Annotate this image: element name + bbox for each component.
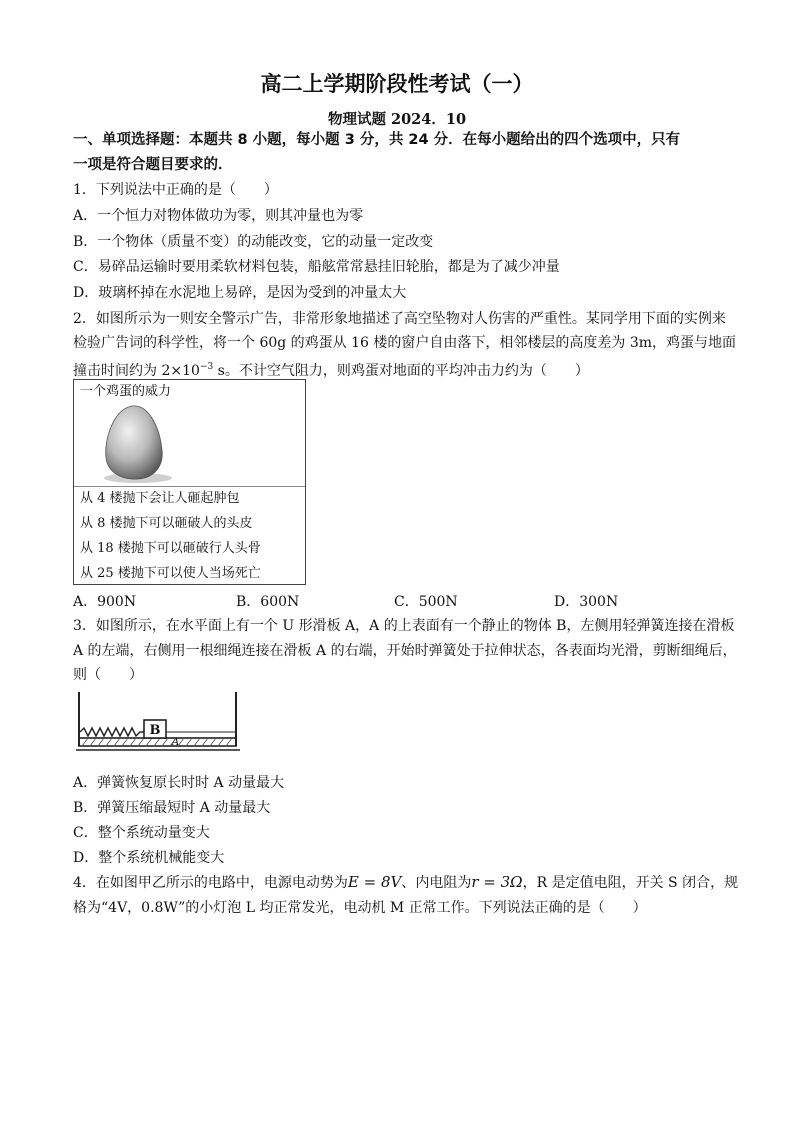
q1-option-b: B．一个物体（质量不变）的动能改变，它的动量一定改变: [73, 234, 434, 250]
section-heading-line1: 一、单项选择题：本题共 8 小题，每小题 3 分，共 24 分．在每小题给出的四个选项中，只有: [73, 132, 681, 148]
q4-line1-pre: 4．在如图甲乙所示的电路中，电源电动势为: [73, 875, 348, 891]
q3-stem-line2: A 的左端，右侧用一根细绳连接在滑板 A 的右端，开始时弹簧处于拉伸状态，各表面均光滑，剪断细绳后，: [73, 643, 737, 659]
q1-option-c: C．易碎品运输时要用柔软材料包装，船舷常常悬挂旧轮胎，都是为了减少冲量: [73, 259, 560, 275]
q2-exponent: −3: [199, 362, 214, 372]
block-b-label: B: [149, 723, 161, 738]
poster-divider: [74, 486, 305, 487]
q2-line3-post: s。不计空气阻力，则鸡蛋对地面的平均冲击力约为（ ）: [213, 363, 589, 379]
q1-stem: 1．下列说法中正确的是（ ）: [73, 182, 278, 198]
slider-a-label: A: [172, 737, 180, 748]
egg-warning-poster: [73, 379, 306, 585]
q3-option-b: B．弹簧压缩最短时 A 动量最大: [73, 800, 271, 816]
q1-option-a: A．一个恒力对物体做功为零，则其冲量也为零: [73, 208, 364, 224]
poster-line-1: 从 4 楼抛下会让人砸起肿包: [80, 491, 240, 506]
q3-option-a: A．弹簧恢复原长时时 A 动量最大: [73, 775, 285, 791]
q4-stem-line1: [73, 873, 738, 892]
egg-image: [88, 402, 178, 484]
q2-option-b: B．600N: [236, 594, 300, 610]
q1-option-d: D．玻璃杯掉在水泥地上易碎，是因为受到的冲量太大: [73, 285, 407, 301]
q3-option-c: C．整个系统动量变大: [73, 825, 210, 841]
slider-hatching: [82, 738, 232, 746]
q3-stem-line3: 则（ ）: [73, 667, 143, 683]
u-slider-figure: [76, 688, 240, 760]
q2-option-a: A．900N: [73, 594, 137, 610]
page-title: 高二上学期阶段性考试（一）: [260, 72, 534, 96]
q2-line3-pre: 撞击时间约为 2×10: [73, 363, 200, 379]
q2-stem-line3: [73, 358, 589, 380]
poster-line-2: 从 8 楼抛下可以砸破人的头皮: [80, 516, 253, 531]
q3-stem-line1: 3．如图所示，在水平面上有一个 U 形滑板 A，A 的上表面有一个静止的物体 B，左侧用轻弹簧连接在滑板: [73, 618, 735, 634]
q2-stem-line1: 2．如图所示为一则安全警示广告，非常形象地描述了高空坠物对人伤害的严重性。某同学用下面的实例来: [73, 311, 726, 327]
poster-title: 一个鸡蛋的威力: [80, 384, 172, 399]
q2-stem-line2: 检验广告词的科学性，将一个 60g 的鸡蛋从 16 楼的窗户自由落下，相邻楼层的高度差为 3m，鸡蛋与地面: [73, 335, 737, 351]
q2-option-c: C．500N: [394, 594, 458, 610]
q4-line1-mid: 、内电阻为: [401, 875, 472, 891]
page-subtitle: 物理试题 2024．10: [327, 111, 467, 128]
section-heading-line2: 一项是符合题目要求的．: [73, 157, 233, 173]
q4-stem-line2: 格为“4V，0.8W”的小灯泡 L 均正常发光，电动机 M 正常工作。下列说法正确的是（ ）: [73, 900, 647, 916]
q4-internal-resistance: r = 3Ω: [471, 873, 523, 891]
poster-line-4: 从 25 楼抛下可以使人当场死亡: [80, 566, 261, 581]
q4-emf: E = 8V: [347, 873, 402, 891]
q4-line1-post: ，R 是定值电阻，开关 S 闭合，规: [522, 875, 739, 891]
q2-option-d: D．300N: [554, 594, 619, 610]
q3-option-d: D．整个系统机械能变大: [73, 850, 225, 866]
poster-line-3: 从 18 楼抛下可以砸破行人头骨: [80, 541, 261, 556]
spring: [80, 728, 144, 736]
